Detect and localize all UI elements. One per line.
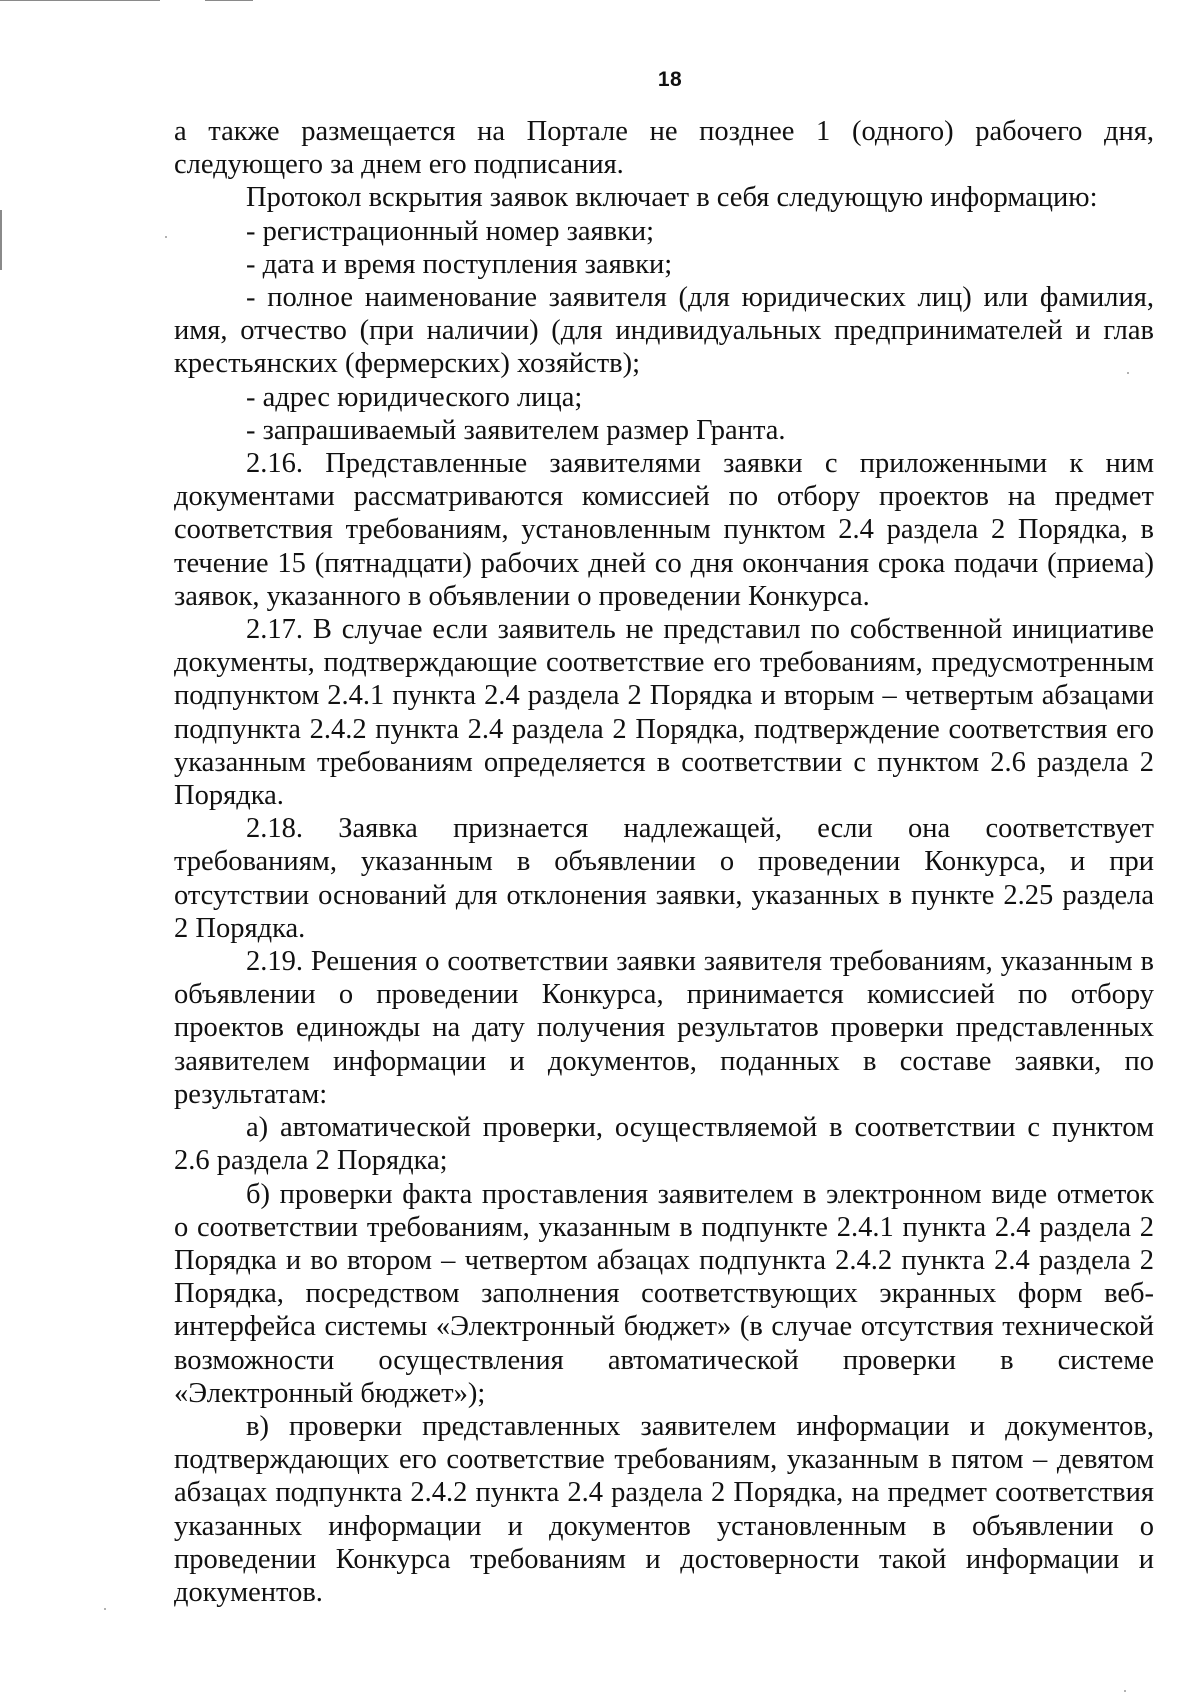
paragraph: 2.16. Представленные заявителями заявки с приложенными к ним документами рассматриваются комиссией по отбору проектов на предмет соответствия требованиям, установленным пунктом 2.4 раздела 2 Порядка, в течение 15 (пятнадцати) рабочих дней со дня окончания срока подачи (приема) заявок, указанного в объявлении о проведении Конкурса. <box>174 448 1154 612</box>
list-item: в) проверки представленных заявителем информации и документов, подтверждающих его соответствие требованиям, указанным в пятом – девятом абзацах подпункта 2.4.2 пункта 2.4 раздела 2 Порядка, на предмет соответствия указанных информации и документов установленным в объявлении о проведении Конкурса требованиям и достоверности такой информации и документов. <box>174 1410 1154 1608</box>
list-item: - запрашиваемый заявителем размер Гранта. <box>246 414 786 446</box>
list-item: - адрес юридического лица; <box>246 381 583 413</box>
paragraph: 2.19. Решения о соответствии заявки заявителя требованиям, указанным в объявлении о проведении Конкурса, принимается комиссией по отбору проектов единожды на дату получения результатов проверки представленных заявителем информации и документов, поданных в составе заявки, по результатам: <box>174 946 1154 1110</box>
paragraph: Протокол вскрытия заявок включает в себя следующую информацию: <box>246 182 1098 214</box>
paragraph: 2.17. В случае если заявитель не представил по собственной инициативе документы, подтверждающие соответствие его требованиям, предусмотренным подпунктом 2.4.1 пункта 2.4 раздела 2 Порядка и вторым – четвертым абзацами подпункта 2.4.2 пункта 2.4 раздела 2 Порядка, подтверждение соответствия его указанным требованиям определяется в соответствии с пунктом 2.6 раздела 2 Порядка. <box>174 614 1154 812</box>
scan-speck <box>165 236 167 238</box>
document-body <box>174 115 1154 1609</box>
scan-speck <box>104 1608 106 1610</box>
list-item: - регистрационный номер заявки; <box>246 215 655 247</box>
page-number: 18 <box>657 68 683 91</box>
paragraph: 2.18. Заявка признается надлежащей, если она соответствует требованиям, указанным в объявлении о проведении Конкурса, и при отсутствии оснований для отклонения заявки, указанных в пункте 2.25 раздела 2 Порядка. <box>174 813 1154 944</box>
list-item: - полное наименование заявителя (для юридических лиц) или фамилия, имя, отчество (при наличии) (для индивидуальных предпринимателей и глав крестьянских (фермерских) хозяйств); <box>174 282 1154 380</box>
scan-edge-mark-left <box>0 210 2 270</box>
scan-edge-mark-top <box>0 0 160 1</box>
scan-edge-mark-top-right <box>205 0 253 1</box>
list-item: б) проверки факта проставления заявителем в электронном виде отметок о соответствии требованиям, указанным в подпункте 2.4.1 пункта 2.4 раздела 2 Порядка и во втором – четвертом абзацах подпункта 2.4.2 пункта 2.4 раздела 2 Порядка, посредством заполнения соответствующих экранных форм веб-интерфейса системы «Электронный бюджет» (в случае отсутствия технической возможности осуществления автоматической проверки в системе «Электронный бюджет»); <box>174 1178 1154 1409</box>
list-item: - дата и время поступления заявки; <box>246 248 673 280</box>
paragraph: а также размещается на Портале не позднее 1 (одного) рабочего дня, следующего за днем его подписания. <box>174 116 1154 181</box>
scan-speck <box>1124 1690 1126 1692</box>
list-item: а) автоматической проверки, осуществляемой в соответствии с пунктом 2.6 раздела 2 Порядка; <box>174 1112 1154 1177</box>
